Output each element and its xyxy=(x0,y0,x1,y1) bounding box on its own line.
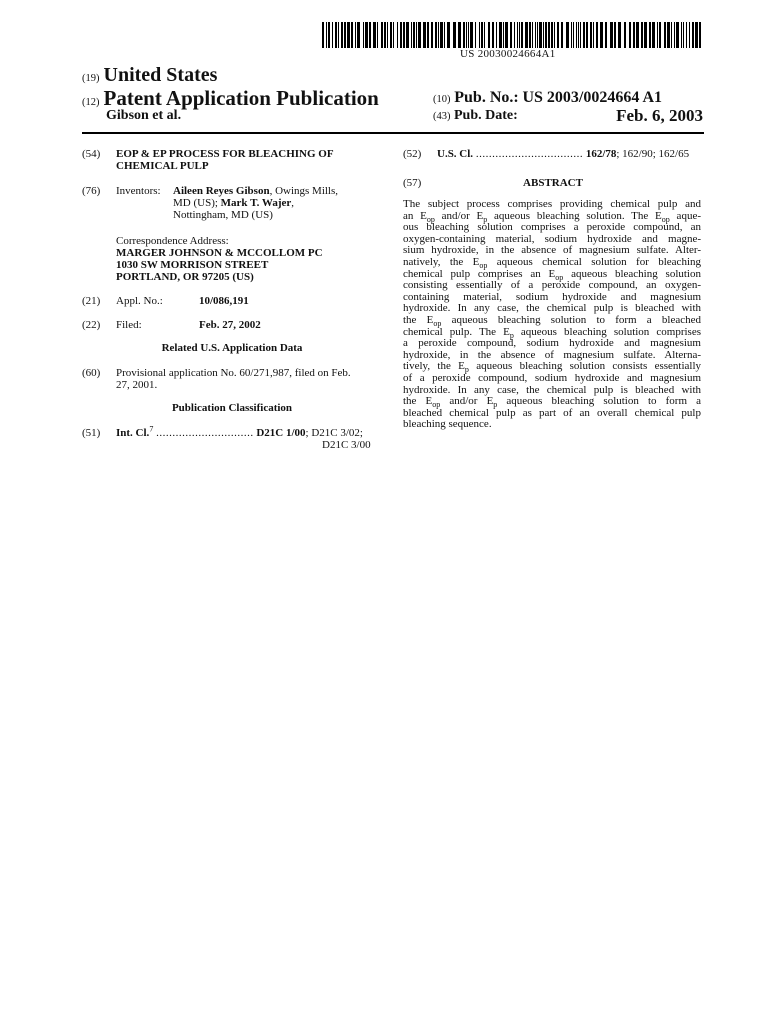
pub-no-code: (10) xyxy=(433,94,451,105)
barcode-bar xyxy=(347,22,350,48)
abstract-segment: bleaching sequence. xyxy=(403,418,492,431)
barcode-bar xyxy=(600,22,603,48)
abstract-segment: aqueous bleaching solution. The E xyxy=(487,209,662,222)
abstract-segment: aqueous bleaching solution consists essentially xyxy=(468,360,701,373)
barcode-bar xyxy=(551,22,553,48)
barcode-bar xyxy=(633,22,635,48)
barcode-bar xyxy=(539,22,542,48)
barcode-bar xyxy=(505,22,508,48)
barcode-bar xyxy=(618,22,621,48)
abstract-heading: ABSTRACT xyxy=(523,177,583,189)
barcode-bar xyxy=(692,22,694,48)
barcode-bar xyxy=(629,22,631,48)
us-cl-code: (52) xyxy=(403,148,422,160)
abstract-segment: hydroxide. In any case, the chemical pulp is bleached with xyxy=(403,302,701,315)
inventors-label: Inventors: xyxy=(116,185,161,197)
barcode-bar xyxy=(641,22,643,48)
barcode-bar xyxy=(468,22,469,48)
abstract-segment: aqueous bleaching solution comprises xyxy=(513,325,701,338)
abstract-subscript: op xyxy=(433,319,442,329)
barcode-bar xyxy=(444,22,445,48)
correspondence-label: Correspondence Address: xyxy=(116,235,229,247)
barcode-bar xyxy=(423,22,426,48)
filed-date: Feb. 27, 2002 xyxy=(199,319,261,331)
barcode-bar xyxy=(561,22,563,48)
barcode-bar xyxy=(406,22,409,48)
barcode-bar xyxy=(636,22,639,48)
barcode-bar xyxy=(492,22,494,48)
abstract-code: (57) xyxy=(403,177,422,189)
provisional-code: (60) xyxy=(82,367,101,379)
barcode-bar xyxy=(335,22,337,48)
header-rule xyxy=(82,132,704,134)
barcode-bar xyxy=(681,22,682,48)
barcode-bar xyxy=(479,22,480,48)
barcode-bar xyxy=(351,22,353,48)
barcode-bar xyxy=(397,22,398,48)
barcode-bar xyxy=(644,22,647,48)
barcode-bar xyxy=(566,22,569,48)
barcode-bar xyxy=(393,22,394,48)
abstract-segment: oxygen-containing material, sodium hydroxide and magne- xyxy=(403,232,701,245)
barcode-bar xyxy=(532,22,533,48)
barcode-bar xyxy=(545,22,547,48)
barcode-bar xyxy=(537,22,538,48)
pub-date-code: (43) xyxy=(433,111,451,122)
int-cl-edition: 7 xyxy=(149,424,154,434)
barcode-bar xyxy=(488,22,490,48)
barcode-bar xyxy=(427,22,429,48)
country: United States xyxy=(103,64,218,86)
barcode-bar xyxy=(328,22,330,48)
barcode-bar xyxy=(583,22,585,48)
abstract-segment: aqueous bleaching solution to form a xyxy=(497,395,701,408)
pub-date-line xyxy=(433,108,703,124)
barcode-bar xyxy=(418,22,421,48)
barcode-bar xyxy=(384,22,386,48)
abstract-segment: and/or E xyxy=(440,395,494,408)
barcode-bar xyxy=(614,22,616,48)
barcode-bar xyxy=(381,22,383,48)
barcode-bar xyxy=(499,22,502,48)
us-cl-line xyxy=(437,148,703,160)
barcode-bar xyxy=(344,22,346,48)
abstract-subscript: op xyxy=(555,272,564,282)
barcode-bar xyxy=(699,22,701,48)
barcode-bar xyxy=(514,22,515,48)
abstract-segment: ous bleaching solution comprises a peroxide compound, an xyxy=(403,221,701,234)
title-line-2: CHEMICAL PULP xyxy=(116,160,209,172)
title-line-1: EOP & EP PROCESS FOR BLEACHING OF xyxy=(116,148,334,160)
abstract-segment: a peroxide compound, sodium hydroxide and magnesium xyxy=(403,337,701,350)
barcode-bar xyxy=(484,22,485,48)
barcode-bar xyxy=(363,22,364,48)
abstract-segment: tively, the E xyxy=(403,360,465,373)
appl-label: Appl. No.: xyxy=(116,295,163,307)
barcode-bar xyxy=(671,22,672,48)
appl-number: 10/086,191 xyxy=(199,295,249,307)
barcode-bar xyxy=(387,22,388,48)
barcode-bar xyxy=(365,22,368,48)
inventors-code: (76) xyxy=(82,185,101,197)
abstract-segment: and/or E xyxy=(434,209,484,222)
correspondence-line-1: MARGER JOHNSON & MCCOLLOM PC xyxy=(116,247,323,259)
barcode-bar xyxy=(458,22,461,48)
barcode-bar xyxy=(695,22,698,48)
barcode-bar xyxy=(557,22,559,48)
publication-classification-heading: Publication Classification xyxy=(171,402,293,414)
correspondence-line-2: 1030 SW MORRISON STREET xyxy=(116,259,269,271)
abstract-segment: aqueous chemical solution for bleaching xyxy=(487,255,701,268)
provisional-line-1: Provisional application No. 60/271,987, filed on Feb. xyxy=(116,367,351,379)
inventor-1-name: Aileen Reyes Gibson xyxy=(173,185,270,197)
barcode-bar xyxy=(496,22,497,48)
barcode-bar xyxy=(674,22,675,48)
type-code: (12) xyxy=(82,97,100,108)
abstract-subscript: p xyxy=(483,214,488,224)
filed-label: Filed: xyxy=(116,319,142,331)
abstract-segment: aque- xyxy=(669,209,701,222)
barcode-bar xyxy=(519,22,520,48)
title-code: (54) xyxy=(82,148,101,160)
barcode-bar xyxy=(338,22,339,48)
abstract-segment: bleached chemical pulp as part of an overall chemical pulp xyxy=(403,406,701,419)
barcode-bar xyxy=(525,22,528,48)
abstract-segment: sium hydroxide, in the absence of magnesium sulfate. Alter- xyxy=(403,244,701,257)
barcode-number: US 20030024664A1 xyxy=(460,48,556,60)
barcode-bar xyxy=(416,22,417,48)
barcode-bar xyxy=(463,22,465,48)
barcode-bar xyxy=(610,22,613,48)
inventors-block xyxy=(173,185,338,221)
int-cl-code: (51) xyxy=(82,427,101,439)
barcode-bar xyxy=(664,22,666,48)
barcode-bar xyxy=(466,22,467,48)
barcode-bar xyxy=(578,22,579,48)
barcode-bar xyxy=(435,22,437,48)
abstract-segment: natively, the E xyxy=(403,255,480,268)
pub-date: Feb. 6, 2003 xyxy=(616,106,703,125)
barcode-bar xyxy=(535,22,536,48)
abstract-segment: The subject process comprises providing chemical pulp and xyxy=(403,198,701,210)
filed-code: (22) xyxy=(82,319,101,331)
abstract-subscript: op xyxy=(432,400,441,410)
barcode-bar xyxy=(576,22,577,48)
patent-title xyxy=(116,148,334,172)
barcode-bar xyxy=(322,22,324,48)
abstract-subscript: op xyxy=(479,261,488,271)
us-cl-secondary: ; 162/90; 162/65 xyxy=(616,148,690,160)
barcode-bar xyxy=(659,22,661,48)
pub-number-line xyxy=(433,89,662,107)
country-code: (19) xyxy=(82,73,100,84)
barcode-bar xyxy=(440,22,443,48)
barcode-bar xyxy=(686,22,687,48)
barcode xyxy=(322,22,704,48)
barcode-bar xyxy=(377,22,378,48)
inventor-2-location: Nottingham, MD (US) xyxy=(173,209,273,221)
correspondence-block xyxy=(116,235,323,283)
barcode-bar xyxy=(411,22,412,48)
abstract-segment: consisting essentially of a peroxide compound, an oxygen- xyxy=(403,279,701,292)
int-cl-dots: .............................. xyxy=(156,427,254,439)
barcode-bar xyxy=(400,22,402,48)
int-cl-line xyxy=(116,424,382,439)
barcode-bar xyxy=(390,22,392,48)
abstract-segment: aqueous bleaching solution to form a bleached xyxy=(441,313,701,326)
barcode-bar xyxy=(413,22,415,48)
abstract-segment: containing material, sodium hydroxide and magnesium xyxy=(403,290,701,303)
barcode-bar xyxy=(573,22,574,48)
barcode-bar xyxy=(438,22,439,48)
barcode-bar xyxy=(586,22,588,48)
abstract-segment: aqueous bleaching solution xyxy=(563,267,701,280)
barcode-bar xyxy=(521,22,523,48)
barcode-bar xyxy=(689,22,690,48)
barcode-bar xyxy=(475,22,476,48)
authors: Gibson et al. xyxy=(106,108,182,123)
related-data-heading: Related U.S. Application Data xyxy=(161,342,303,354)
abstract-subscript: op xyxy=(661,214,670,224)
abstract-segment: chemical pulp comprises an E xyxy=(403,267,556,280)
inventor-1-location: , Owings Mills, xyxy=(269,185,339,197)
barcode-bar xyxy=(667,22,670,48)
publication-type: Patent Application Publication xyxy=(103,86,379,110)
barcode-bar xyxy=(529,22,531,48)
barcode-bar xyxy=(571,22,572,48)
abstract-segment: chemical pulp. The E xyxy=(403,325,510,338)
abstract-subscript: p xyxy=(509,330,514,340)
pub-date-label: Pub. Date: xyxy=(454,108,518,123)
barcode-bar xyxy=(481,22,483,48)
abstract-segment: hydroxide, in the absence of magnesium sulfate. Alterna- xyxy=(403,348,701,361)
abstract-segment: the E xyxy=(403,395,433,408)
int-cl-secondary-2: D21C 3/00 xyxy=(322,439,371,451)
barcode-bar xyxy=(580,22,581,48)
barcode-bar xyxy=(624,22,626,48)
inventor-2-name: Mark T. Wajer xyxy=(220,197,292,209)
barcode-bar xyxy=(554,22,555,48)
us-cl-dots: ................................. xyxy=(475,148,584,160)
correspondence-line-3: PORTLAND, OR 97205 (US) xyxy=(116,271,254,283)
appl-code: (21) xyxy=(82,295,101,307)
barcode-bar xyxy=(649,22,651,48)
abstract-subscript: p xyxy=(493,400,498,410)
barcode-bar xyxy=(431,22,433,48)
abstract-segment: of a peroxide compound, sodium hydroxide and magnesium xyxy=(403,371,701,384)
barcode-bar xyxy=(373,22,376,48)
int-cl-main: D21C 1/00 xyxy=(256,427,306,439)
barcode-bar xyxy=(357,22,360,48)
barcode-bar xyxy=(326,22,327,48)
barcode-bar xyxy=(517,22,518,48)
inventor-1-state: MD (US); xyxy=(173,197,221,209)
barcode-bar xyxy=(403,22,405,48)
country-line xyxy=(82,64,217,87)
barcode-bar xyxy=(453,22,456,48)
barcode-bar xyxy=(657,22,658,48)
abstract-subscript: p xyxy=(464,365,469,375)
barcode-bar xyxy=(548,22,550,48)
abstract-line xyxy=(403,419,701,431)
barcode-bar xyxy=(447,22,450,48)
abstract-segment: hydroxide. In any case, the chemical pulp is bleached with xyxy=(403,383,701,396)
barcode-bar xyxy=(503,22,504,48)
pub-no-label: Pub. No.: xyxy=(454,89,519,106)
barcode-bar xyxy=(470,22,473,48)
int-cl-secondary: ; D21C 3/02; xyxy=(305,427,363,439)
provisional-block xyxy=(116,367,384,391)
int-cl-label: Int. Cl. xyxy=(116,427,150,439)
barcode-bar xyxy=(369,22,371,48)
barcode-bar xyxy=(605,22,607,48)
us-cl-main: 162/78 xyxy=(585,148,617,160)
inventor-2-sep: , xyxy=(291,197,294,209)
barcode-bar xyxy=(341,22,343,48)
barcode-bar xyxy=(332,22,333,48)
abstract-segment: an E xyxy=(403,209,427,222)
us-cl-label: U.S. Cl. xyxy=(437,148,474,160)
barcode-bar xyxy=(683,22,684,48)
barcode-bar xyxy=(596,22,598,48)
barcode-bar xyxy=(593,22,594,48)
abstract-text xyxy=(403,199,701,431)
barcode-bar xyxy=(676,22,679,48)
provisional-line-2: 27, 2001. xyxy=(116,379,158,391)
barcode-bar xyxy=(355,22,356,48)
barcode-bar xyxy=(510,22,512,48)
abstract-subscript: op xyxy=(426,214,435,224)
barcode-bar xyxy=(590,22,592,48)
barcode-bar xyxy=(543,22,544,48)
pub-no: US 2003/0024664 A1 xyxy=(522,89,663,106)
barcode-bar xyxy=(652,22,655,48)
abstract-segment: the E xyxy=(403,313,434,326)
